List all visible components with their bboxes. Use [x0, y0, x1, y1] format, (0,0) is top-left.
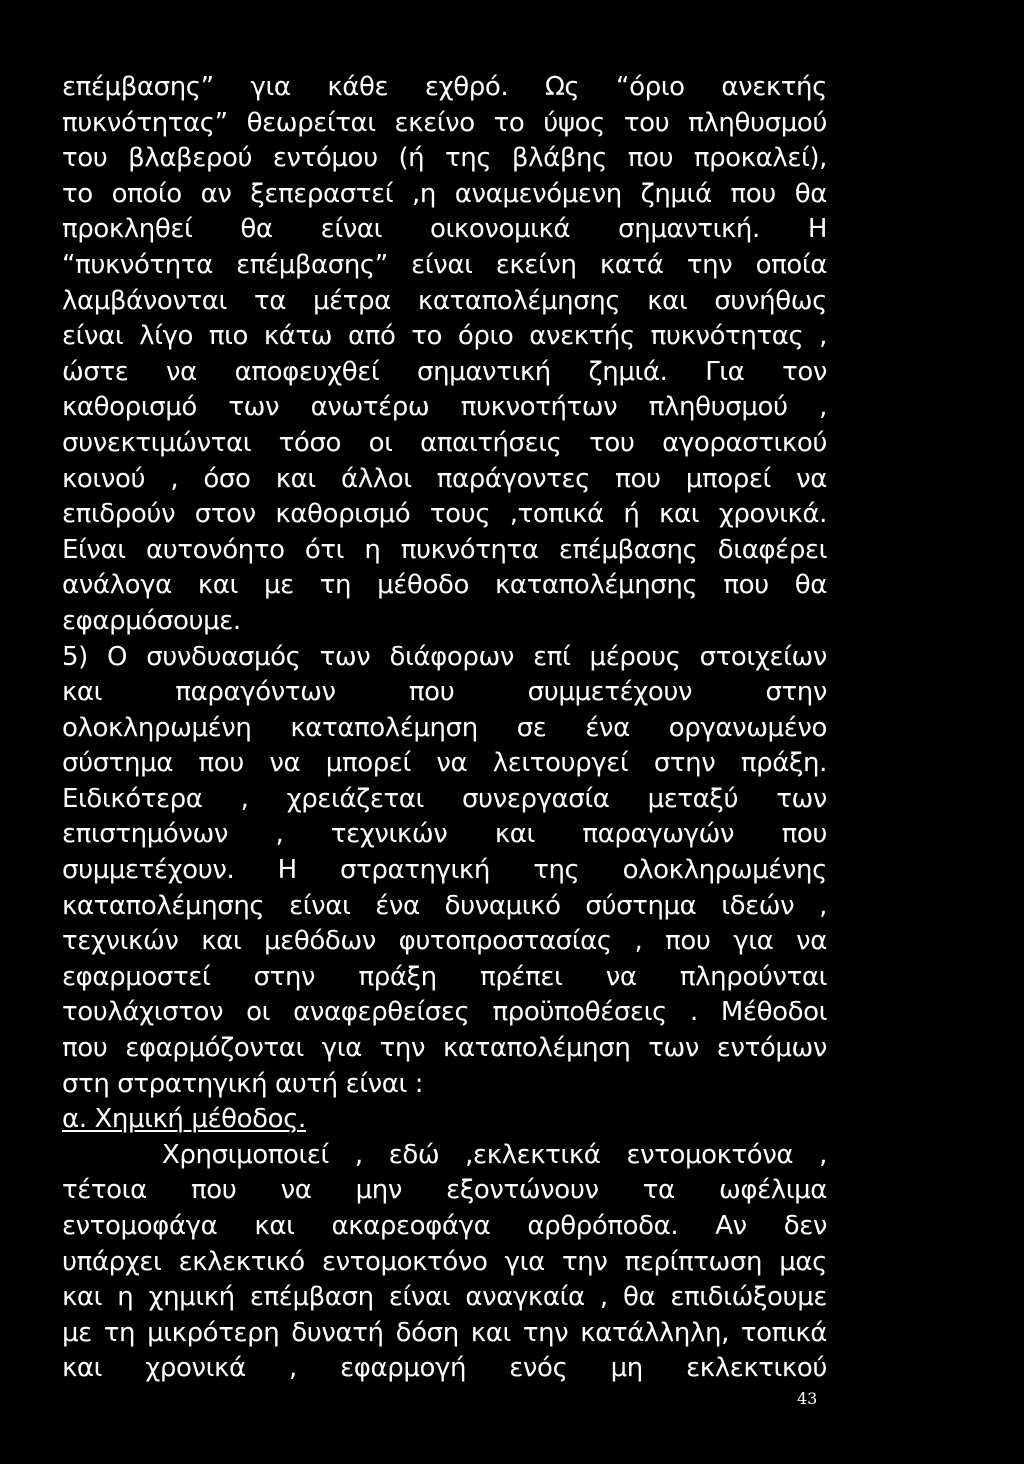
text-line: υπάρχει εκλεκτικό εντομοκτόνο για την περίπτωση μας	[62, 1246, 827, 1277]
text-line: καθορισμό των ανωτέρω πυκνοτήτων πληθυσμού ,	[62, 392, 827, 423]
text-line: τέτοια που να μην εξοντώνουν τα ωφέλιμα	[62, 1175, 827, 1206]
text-line: στη στρατηγική αυτή είναι :	[62, 1068, 424, 1099]
text-line: που εφαρμόζονται για την καταπολέμηση των εντόμων	[62, 1033, 827, 1064]
text-line: επέμβασης” για κάθε εχθρό. Ως “όριο ανεκτής	[62, 72, 827, 102]
text-line: 5) Ο συνδυασμός των διάφορων επί μέρους στοιχείων	[62, 641, 827, 672]
text-line: εντομοφάγα και ακαρεοφάγα αρθρόποδα. Αν δεν	[62, 1211, 827, 1241]
text-line: καταπολέμησης είναι ένα δυναμικό σύστημα ιδεών ,	[62, 890, 827, 921]
text-line: και παραγόντων που συμμετέχουν στην	[62, 677, 827, 708]
body-text	[62, 70, 827, 1387]
text-line: με τη μικρότερη δυνατή δόση και την κατάλληλη, τοπικά	[62, 1317, 827, 1348]
text-line: πυκνότητας” θεωρείται εκείνο το ύψος του πληθυσμού	[62, 107, 827, 138]
text-line: εφαρμόσουμε.	[62, 605, 241, 636]
text-line: το οποίο αν ξεπεραστεί ,η αναμενόμενη ζημιά που θα	[62, 178, 827, 209]
text-line: προκληθεί θα είναι οικονομικά σημαντική. Η	[62, 214, 827, 245]
text-line: λαμβάνονται τα μέτρα καταπολέμησης και συνήθως	[62, 285, 827, 316]
section-heading: α. Χημική μέθοδος.	[62, 1104, 306, 1135]
text-line: Ειδικότερα , χρειάζεται συνεργασία μεταξύ των	[62, 783, 827, 814]
text-line: συμμετέχουν. Η στρατηγική της ολοκληρωμένης	[62, 855, 827, 886]
text-line: επιδρούν στον καθορισμό τους ,τοπικά ή και χρονικά.	[62, 499, 827, 530]
text-line: είναι λίγο πιο κάτω από το όριο ανεκτής πυκνότητας ,	[62, 321, 827, 352]
text-line: επιστημόνων , τεχνικών και παραγωγών που	[62, 819, 827, 850]
page-number: 43	[797, 1389, 818, 1408]
text-line: κοινού , όσο και άλλοι παράγοντες που μπορεί να	[62, 463, 827, 494]
text-line: τεχνικών και μεθόδων φυτοπροστασίας , που για να	[62, 926, 827, 957]
text-line: ολοκληρωμένη καταπολέμηση σε ένα οργανωμένο	[62, 712, 827, 743]
text-line: και η χημική επέμβαση είναι αναγκαία , θα επιδιώξουμε	[62, 1282, 827, 1313]
text-line: “πυκνότητα επέμβασης” είναι εκείνη κατά την οποία	[62, 249, 827, 280]
text-line: Χρησιμοποιεί , εδώ ,εκλεκτικά εντομοκτόνα ,	[162, 1139, 827, 1170]
text-line: εφαρμοστεί στην πράξη πρέπει να πληρούνται	[62, 961, 827, 992]
text-line: συνεκτιμώνται τόσο οι απαιτήσεις του αγοραστικού	[62, 427, 827, 458]
text-line: ώστε να αποφευχθεί σημαντική ζημιά. Για τον	[62, 356, 827, 387]
text-line: και χρονικά , εφαρμογή ενός μη εκλεκτικού	[62, 1353, 827, 1384]
text-line: ανάλογα και με τη μέθοδο καταπολέμησης που θα	[62, 570, 827, 601]
text-line: του βλαβερού εντόμου (ή της βλάβης που προκαλεί),	[62, 143, 827, 174]
text-line: σύστημα που να μπορεί να λειτουργεί στην πράξη.	[62, 748, 827, 779]
text-line: τουλάχιστον οι αναφερθείσες προϋποθέσεις . Μέθοδοι	[62, 997, 827, 1028]
text-line: Είναι αυτονόητο ότι η πυκνότητα επέμβασης διαφέρει	[62, 534, 827, 565]
